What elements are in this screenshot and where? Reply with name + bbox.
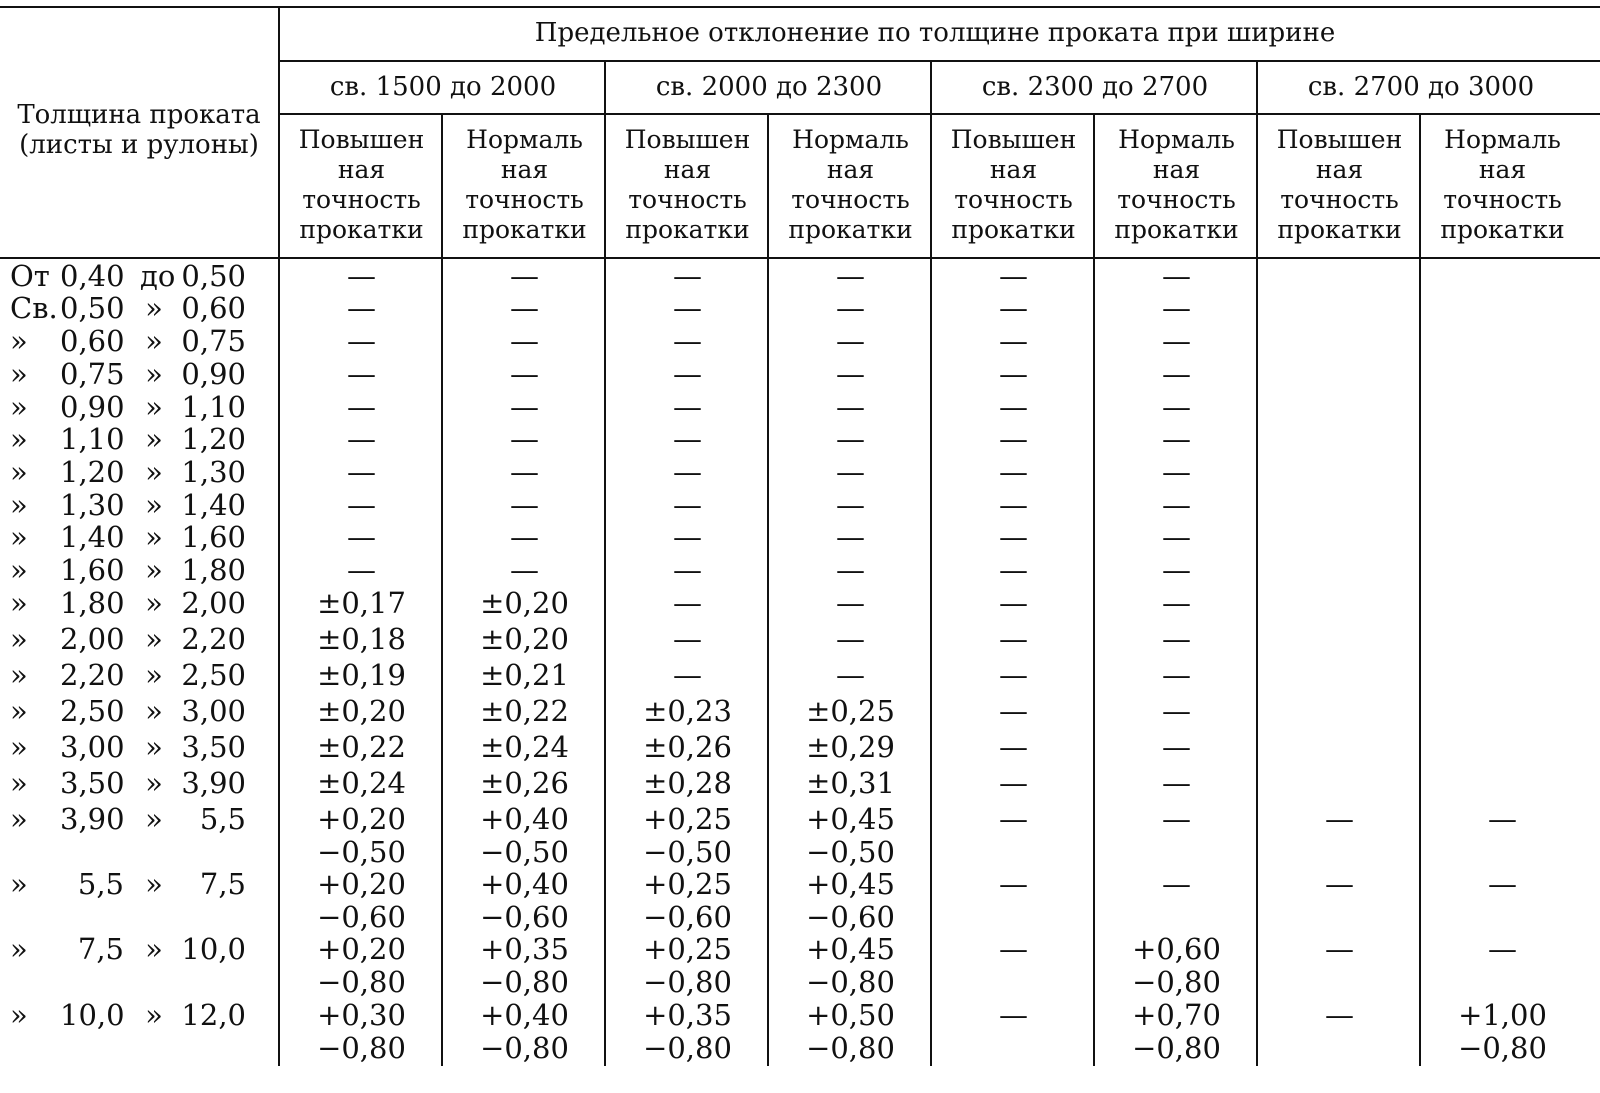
tolerance-cell: ±0,22 <box>480 694 569 728</box>
thickness-from: 0,90 <box>60 390 125 424</box>
group-header: Предельное отклонение по толщине проката при ширине <box>534 18 1336 48</box>
tolerance-cell: +0,25 −0,60 <box>643 867 732 934</box>
tolerance-cell: +0,70 −0,80 <box>1132 998 1221 1065</box>
tolerance-cell: +0,25 −0,80 <box>643 932 732 999</box>
tolerance-cell: — <box>999 390 1028 424</box>
tolerance-cell: — <box>347 390 376 424</box>
tolerance-cell: — <box>347 553 376 587</box>
thickness-prefix: » <box>10 867 28 901</box>
thickness-from: 0,75 <box>60 357 125 391</box>
thickness-to: 3,00 <box>181 694 246 728</box>
tolerance-cell: — <box>999 867 1028 901</box>
tolerance-cell: — <box>510 324 539 358</box>
thickness-to: 1,10 <box>181 390 246 424</box>
tolerance-cell: — <box>1162 694 1191 728</box>
thickness-to: 0,90 <box>181 357 246 391</box>
thickness-sep: » <box>145 998 163 1032</box>
thickness-from: 0,50 <box>60 291 125 325</box>
thickness-prefix: » <box>10 932 28 966</box>
tolerance-cell: — <box>836 622 865 656</box>
thickness-sep: » <box>145 802 163 836</box>
thickness-from: 5,5 <box>77 867 124 901</box>
thickness-sep: » <box>145 622 163 656</box>
tolerance-cell: — <box>999 291 1028 325</box>
width-range-3: св. 2300 до 2700 <box>981 72 1209 102</box>
thickness-to: 5,5 <box>199 802 246 836</box>
tolerance-cell: — <box>673 259 702 293</box>
thickness-prefix: » <box>10 730 28 764</box>
tolerance-cell: — <box>999 730 1028 764</box>
tolerance-cell: ±0,20 <box>317 694 406 728</box>
tolerance-cell: — <box>999 553 1028 587</box>
tolerance-cell: — <box>999 488 1028 522</box>
tolerance-cell: — <box>836 357 865 391</box>
tolerance-cell: ±0,21 <box>480 658 569 692</box>
thickness-from: 3,00 <box>60 730 125 764</box>
tolerance-cell: — <box>1325 998 1354 1032</box>
precision-label: Нормаль ная точность прокатки <box>462 125 587 244</box>
thickness-prefix: » <box>10 488 28 522</box>
tolerance-cell: ±0,20 <box>480 622 569 656</box>
thickness-prefix: » <box>10 658 28 692</box>
tolerance-cell: +0,60 −0,80 <box>1132 932 1221 999</box>
thickness-to: 0,75 <box>181 324 246 358</box>
thickness-prefix: » <box>10 324 28 358</box>
tolerance-cell: ±0,23 <box>643 694 732 728</box>
thickness-from: 2,20 <box>60 658 125 692</box>
tolerance-cell: +0,45 −0,60 <box>806 867 895 934</box>
thickness-sep: » <box>145 291 163 325</box>
tolerance-cell: — <box>836 291 865 325</box>
tolerance-cell: — <box>836 586 865 620</box>
thickness-prefix: » <box>10 455 28 489</box>
tolerance-cell: — <box>1162 586 1191 620</box>
tolerance-cell: — <box>510 259 539 293</box>
thickness-sep: » <box>145 694 163 728</box>
tolerance-cell: — <box>836 390 865 424</box>
thickness-to: 2,20 <box>181 622 246 656</box>
tolerance-cell: — <box>510 520 539 554</box>
thickness-prefix: » <box>10 422 28 456</box>
thickness-sep: » <box>145 553 163 587</box>
thickness-sep: до <box>140 259 176 293</box>
thickness-to: 1,30 <box>181 455 246 489</box>
tolerance-cell: — <box>673 488 702 522</box>
precision-label: Повышен ная точность прокатки <box>624 125 751 244</box>
tolerance-cell: — <box>836 259 865 293</box>
thickness-to: 3,90 <box>181 766 246 800</box>
tolerance-cell: — <box>999 357 1028 391</box>
tolerance-cell: — <box>999 932 1028 966</box>
tolerance-cell: — <box>1325 802 1354 836</box>
tolerance-cell: — <box>673 324 702 358</box>
tolerance-cell: — <box>673 455 702 489</box>
thickness-prefix: » <box>10 802 28 836</box>
thickness-prefix: » <box>10 766 28 800</box>
tolerance-cell: +0,40 −0,80 <box>480 998 569 1065</box>
tolerance-cell: ±0,29 <box>806 730 895 764</box>
thickness-to: 12,0 <box>181 998 246 1032</box>
width-range-4: св. 2700 до 3000 <box>1307 72 1535 102</box>
thickness-prefix: От <box>10 259 50 293</box>
tolerance-cell: ±0,24 <box>317 766 406 800</box>
tolerance-cell: — <box>836 488 865 522</box>
tolerance-cell: — <box>673 520 702 554</box>
thickness-from: 0,40 <box>60 259 125 293</box>
thickness-sep: » <box>145 422 163 456</box>
tolerance-cell: +1,00 −0,80 <box>1458 998 1547 1065</box>
tolerance-cell: ±0,26 <box>643 730 732 764</box>
thickness-from: 3,50 <box>60 766 125 800</box>
tolerance-cell: — <box>347 357 376 391</box>
thickness-sep: » <box>145 932 163 966</box>
thickness-to: 0,50 <box>181 259 246 293</box>
tolerance-cell: — <box>673 553 702 587</box>
tolerance-cell: — <box>836 324 865 358</box>
thickness-prefix: » <box>10 998 28 1032</box>
tolerance-cell: +0,35 −0,80 <box>643 998 732 1065</box>
thickness-from: 1,40 <box>60 520 125 554</box>
tolerance-cell: — <box>1162 622 1191 656</box>
thickness-prefix: » <box>10 553 28 587</box>
tolerance-cell: +0,35 −0,80 <box>480 932 569 999</box>
tolerance-cell: — <box>510 291 539 325</box>
thickness-sep: » <box>145 488 163 522</box>
thickness-to: 7,5 <box>199 867 246 901</box>
thickness-from: 1,80 <box>60 586 125 620</box>
tolerance-cell: ±0,18 <box>317 622 406 656</box>
precision-label: Повышен ная точность прокатки <box>298 125 425 244</box>
tolerance-cell: +0,45 −0,50 <box>806 802 895 869</box>
tolerance-cell: — <box>1488 802 1517 836</box>
tolerance-cell: +0,40 −0,60 <box>480 867 569 934</box>
thickness-sep: » <box>145 658 163 692</box>
tolerance-cell: — <box>1162 422 1191 456</box>
tolerance-cell: — <box>999 586 1028 620</box>
tolerance-cell: — <box>347 291 376 325</box>
tolerance-cell: — <box>999 658 1028 692</box>
thickness-to: 2,50 <box>181 658 246 692</box>
tolerance-cell: — <box>673 422 702 456</box>
tolerance-cell: — <box>347 488 376 522</box>
tolerance-cell: — <box>347 259 376 293</box>
tolerance-cell: +0,20 −0,80 <box>317 932 406 999</box>
thickness-to: 3,50 <box>181 730 246 764</box>
tolerance-cell: ±0,17 <box>317 586 406 620</box>
tolerance-cell: — <box>1162 730 1191 764</box>
thickness-to: 1,60 <box>181 520 246 554</box>
tolerance-cell: +0,40 −0,50 <box>480 802 569 869</box>
thickness-prefix: » <box>10 586 28 620</box>
tolerance-cell: — <box>836 455 865 489</box>
tolerance-cell: ±0,26 <box>480 766 569 800</box>
tolerance-cell: — <box>1162 455 1191 489</box>
tolerance-cell: — <box>510 390 539 424</box>
width-range-2: св. 2000 до 2300 <box>655 72 883 102</box>
tolerance-cell: +0,45 −0,80 <box>806 932 895 999</box>
tolerance-cell: — <box>1162 259 1191 293</box>
thickness-to: 1,40 <box>181 488 246 522</box>
rule-group <box>280 60 1600 62</box>
thickness-sep: » <box>145 324 163 358</box>
thickness-prefix: » <box>10 390 28 424</box>
tolerance-cell: — <box>673 658 702 692</box>
tolerance-cell: — <box>1162 291 1191 325</box>
thickness-prefix: » <box>10 357 28 391</box>
thickness-sep: » <box>145 357 163 391</box>
tolerance-cell: — <box>510 422 539 456</box>
tolerance-cell: +0,25 −0,50 <box>643 802 732 869</box>
tolerance-cell: — <box>1162 658 1191 692</box>
tolerance-cell: — <box>836 658 865 692</box>
tolerance-cell: +0,20 −0,50 <box>317 802 406 869</box>
thickness-from: 1,30 <box>60 488 125 522</box>
precision-label: Повышен ная точность прокатки <box>950 125 1077 244</box>
tolerance-cell: — <box>1162 553 1191 587</box>
width-range-1: св. 1500 до 2000 <box>329 72 557 102</box>
tolerance-cell: — <box>510 553 539 587</box>
tolerance-cell: — <box>1162 802 1191 836</box>
tolerance-cell: — <box>836 422 865 456</box>
precision-label: Нормаль ная точность прокатки <box>788 125 913 244</box>
tolerance-cell: — <box>673 390 702 424</box>
precision-label: Повышен ная точность прокатки <box>1276 125 1403 244</box>
thickness-sep: » <box>145 520 163 554</box>
thickness-from: 1,60 <box>60 553 125 587</box>
tolerance-cell: — <box>1488 867 1517 901</box>
thickness-sep: » <box>145 730 163 764</box>
thickness-from: 1,20 <box>60 455 125 489</box>
tolerance-cell: — <box>1325 867 1354 901</box>
thickness-sep: » <box>145 867 163 901</box>
tolerance-cell: +0,20 −0,60 <box>317 867 406 934</box>
tolerance-cell: — <box>1162 488 1191 522</box>
precision-label: Нормаль ная точность прокатки <box>1440 125 1565 244</box>
thickness-prefix: » <box>10 694 28 728</box>
thickness-from: 2,50 <box>60 694 125 728</box>
tolerance-cell: — <box>999 622 1028 656</box>
tolerance-cell: — <box>1162 520 1191 554</box>
tolerance-cell: — <box>347 324 376 358</box>
tolerance-cell: — <box>999 324 1028 358</box>
tolerance-cell: — <box>999 766 1028 800</box>
thickness-sep: » <box>145 455 163 489</box>
tolerance-cell: — <box>1488 932 1517 966</box>
thickness-to: 10,0 <box>181 932 246 966</box>
row-header: Толщина проката (листы и рулоны) <box>17 100 261 160</box>
thickness-to: 1,80 <box>181 553 246 587</box>
tolerance-cell: — <box>999 422 1028 456</box>
thickness-sep: » <box>145 766 163 800</box>
tolerance-cell: — <box>999 455 1028 489</box>
tolerance-cell: ±0,28 <box>643 766 732 800</box>
thickness-sep: » <box>145 390 163 424</box>
tolerance-cell: — <box>1162 324 1191 358</box>
tolerance-cell: — <box>510 455 539 489</box>
tolerance-cell: — <box>999 802 1028 836</box>
rule-width <box>280 113 1600 115</box>
tolerance-cell: — <box>1162 766 1191 800</box>
tolerance-cell: — <box>1162 390 1191 424</box>
rule-top <box>0 6 1600 8</box>
tolerance-cell: — <box>1325 932 1354 966</box>
tolerance-cell: — <box>999 694 1028 728</box>
tolerance-cell: — <box>999 998 1028 1032</box>
thickness-sep: » <box>145 586 163 620</box>
tolerance-cell: — <box>673 357 702 391</box>
thickness-from: 1,10 <box>60 422 125 456</box>
thickness-from: 0,60 <box>60 324 125 358</box>
tolerance-cell: — <box>836 520 865 554</box>
thickness-to: 1,20 <box>181 422 246 456</box>
tolerance-cell: ±0,24 <box>480 730 569 764</box>
tolerance-cell: — <box>1162 357 1191 391</box>
tolerance-cell: +0,30 −0,80 <box>317 998 406 1065</box>
thickness-to: 0,60 <box>181 291 246 325</box>
thickness-prefix: Св. <box>10 291 58 325</box>
tolerance-cell: — <box>836 553 865 587</box>
thickness-prefix: » <box>10 622 28 656</box>
tolerance-cell: — <box>999 259 1028 293</box>
thickness-from: 10,0 <box>60 998 125 1032</box>
tolerance-cell: — <box>510 488 539 522</box>
precision-label: Нормаль ная точность прокатки <box>1114 125 1239 244</box>
tolerance-cell: — <box>347 422 376 456</box>
tolerance-cell: — <box>673 586 702 620</box>
tolerance-cell: — <box>347 455 376 489</box>
thickness-to: 2,00 <box>181 586 246 620</box>
tolerance-cell: +0,50 −0,80 <box>806 998 895 1065</box>
thickness-prefix: » <box>10 520 28 554</box>
tolerance-cell: — <box>673 622 702 656</box>
rule-v-14 <box>1419 113 1421 1066</box>
tolerance-cell: — <box>510 357 539 391</box>
tolerance-cell: — <box>347 520 376 554</box>
tolerance-cell: — <box>999 520 1028 554</box>
tolerance-cell: ±0,19 <box>317 658 406 692</box>
thickness-from: 7,5 <box>77 932 124 966</box>
tolerance-cell: — <box>1162 867 1191 901</box>
tolerance-cell: ±0,25 <box>806 694 895 728</box>
tolerance-cell: ±0,31 <box>806 766 895 800</box>
thickness-from: 2,00 <box>60 622 125 656</box>
thickness-from: 3,90 <box>60 802 125 836</box>
tolerance-cell: ±0,20 <box>480 586 569 620</box>
tolerance-cell: ±0,22 <box>317 730 406 764</box>
tolerance-cell: — <box>673 291 702 325</box>
